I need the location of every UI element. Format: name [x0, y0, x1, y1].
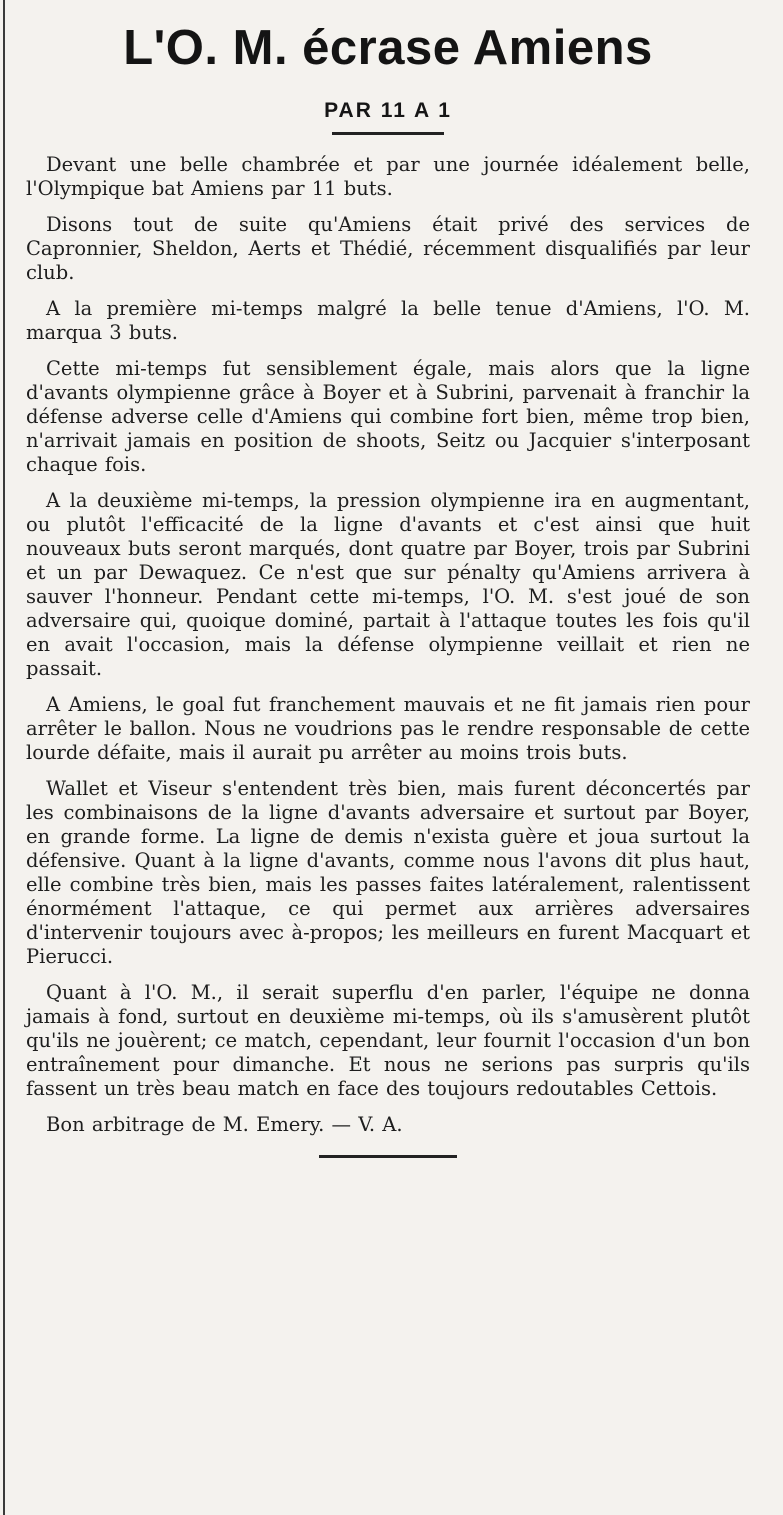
article-signoff: Bon arbitrage de M. Emery. — V. A. [46, 1113, 403, 1136]
column-border-rule [3, 0, 5, 1515]
article-paragraph-5: A la deuxième mi-temps, la pression olympienne ira en augmentant, ou plutôt l'efficacité de la ligne d'avants et c'est ainsi que huit nouveaux buts seront marqués, dont quatre par Boyer, trois par Subrini et un par Dewaquez. Ce n'est que sur pénalty qu'Amiens arrivera à sauver l'honneur. Pendant cette mi-temps, l'O. M. s'est joué de son adversaire qui, quoique dominé, partait à l'attaque toutes les fois qu'il en avait l'occasion, mais la défense olympienne veillait et rien ne passait. [26, 489, 750, 680]
article-paragraph-1: Devant une belle chambrée et par une journée idéalement belle, l'Olympique bat Amiens par 11 buts. [26, 153, 750, 200]
article-body [26, 153, 750, 1137]
article-paragraph-8: Quant à l'O. M., il serait superflu d'en parler, l'équipe ne donna jamais à fond, surtout en deuxième mi-temps, où ils s'amusèrent plutôt qu'ils ne jouèrent; ce match, cependant, leur fournit l'occasion d'un bon entraînement pour dimanche. Et nous ne serions pas surpris qu'ils fassent un très beau match en face des toujours redoutables Cettois. [26, 981, 750, 1100]
article-subhead: PAR 11 A 1 [324, 99, 452, 122]
article-end-divider [319, 1155, 457, 1158]
article-paragraph-3: A la première mi-temps malgré la belle tenue d'Amiens, l'O. M. marqua 3 buts. [26, 297, 750, 344]
article-paragraph-6: A Amiens, le goal fut franchement mauvais et ne fit jamais rien pour arrêter le ballon. Nous ne voudrions pas le rendre responsable de cette lourde défaite, mais il aurait pu arrêter au moins trois buts. [26, 693, 750, 764]
article-paragraph-4: Cette mi-temps fut sensiblement égale, mais alors que la ligne d'avants olympienne grâce à Boyer et à Subrini, parvenait à franchir la défense adverse celle d'Amiens qui combine fort bien, même trop bien, n'arrivait jamais en position de shoots, Seitz ou Jacquier s'interposant chaque fois. [26, 357, 750, 476]
article-paragraph-2: Disons tout de suite qu'Amiens était privé des services de Capronnier, Sheldon, Aerts et Thédié, récemment disqualifiés par leur club. [26, 213, 750, 284]
article-headline: L'O. M. écrase Amiens [123, 21, 653, 75]
article-column [26, 0, 750, 1158]
article-paragraph-7: Wallet et Viseur s'entendent très bien, mais furent déconcertés par les combinaisons de la ligne d'avants adversaire et surtout par Boyer, en grande forme. La ligne de demis n'exista guère et joua surtout la défensive. Quant à la ligne d'avants, comme nous l'avons dit plus haut, elle combine très bien, mais les passes faites latéralement, ralentissent énormément l'attaque, ce qui permet aux arrières adversaires d'intervenir toujours avec à-propos; les meilleurs en furent Macquart et Pierucci. [26, 777, 750, 968]
subhead-divider [332, 132, 444, 135]
